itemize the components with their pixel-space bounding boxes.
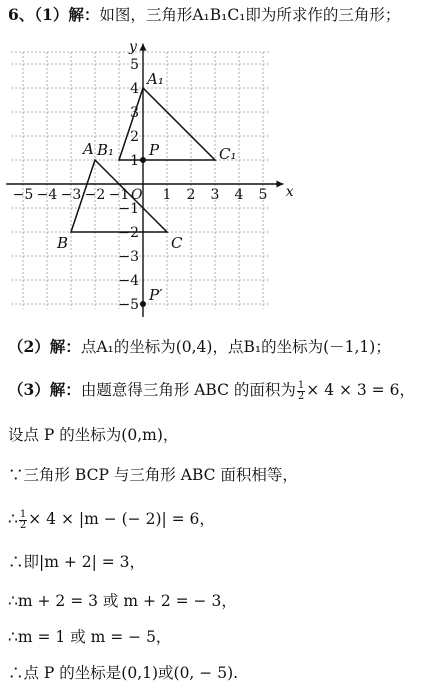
y-tick-label: −4 [118, 273, 139, 289]
part2-keyword: 解： [49, 337, 81, 356]
x-axis-label: x [285, 184, 294, 200]
y-tick-label: 1 [130, 153, 139, 169]
part1-line [8, 4, 400, 26]
line-4: ∴即|m + 2| = 3， [8, 553, 146, 571]
point-label-a: A [83, 140, 94, 158]
part2-line [8, 336, 391, 358]
y-tick-label: 5 [130, 57, 139, 73]
point-label-b: B [57, 234, 69, 252]
line-5: ∴m + 2 = 3 或 m + 2 = − 3， [8, 592, 237, 610]
part1-label: 6、（1） [8, 5, 69, 24]
y-tick-label: 2 [130, 129, 139, 145]
y-tick-label: −2 [118, 225, 139, 241]
part1-text: 如图，三角形A₁B₁C₁即为所求作的三角形； [99, 6, 401, 24]
line-2: ∵三角形 BCP 与三角形 ABC 面积相等， [8, 466, 298, 484]
point-label-c1: C₁ [219, 145, 237, 163]
point-label-p2: P′ [149, 286, 163, 304]
y-tick-label: −1 [118, 201, 139, 217]
line-6: ∴m = 1 或 m = − 5， [8, 628, 172, 646]
x-tick-label: −3 [60, 187, 82, 203]
x-tick-label: −5 [12, 187, 34, 203]
grid-lines [11, 52, 270, 309]
line-3-fraction [19, 510, 27, 531]
y-axis-label: y [129, 38, 137, 55]
y-tick-label: −5 [118, 297, 139, 313]
part3-keyword: 解： [49, 380, 81, 399]
y-axis-arrow [140, 44, 147, 51]
y-tick-label: 3 [130, 105, 139, 121]
x-tick-label: −4 [36, 187, 58, 203]
part3-line [8, 379, 415, 402]
part2-label: （2） [8, 337, 50, 356]
x-tick-label: −2 [84, 187, 106, 203]
part3-frac-num: 1 [297, 379, 305, 391]
line-3-after: × 4 × |m − (− 2)| = 6， [28, 510, 215, 528]
part3-text-before: 由题意得三角形 ABC 的面积为 [80, 381, 296, 399]
part3-text-after: × 4 × 3 = 6， [306, 381, 415, 399]
point-label-b1: B₁ [97, 141, 115, 159]
point-p-dot [140, 157, 146, 163]
line-3-frac-den: 2 [19, 519, 27, 531]
x-tick-label: 1 [162, 187, 172, 203]
x-tick-label: 3 [210, 187, 220, 203]
part3-label: （3） [8, 380, 50, 399]
line-7: ∴点 P 的坐标是(0,1)或(0, − 5). [8, 664, 239, 682]
x-tick-label: 2 [186, 187, 196, 203]
line-1: 设点 P 的坐标为(0,m)， [8, 426, 179, 444]
point-p-prime-dot [140, 301, 146, 307]
point-label-p: P [149, 141, 160, 159]
x-tick-label: −1 [108, 187, 130, 203]
point-label-c: C [171, 234, 183, 252]
origin-label: O [131, 187, 143, 203]
part2-text: 点A₁的坐标为(0,4)，点B₁的坐标为(－1,1)； [80, 338, 391, 356]
x-tick-label: 4 [234, 187, 244, 203]
x-axis-arrow [276, 181, 283, 188]
part3-fraction [297, 381, 305, 402]
part3-frac-den: 2 [297, 390, 305, 402]
x-tick-label: 5 [258, 187, 268, 203]
y-tick-label: 4 [130, 81, 139, 97]
y-tick-label: −3 [118, 249, 139, 265]
line-3 [8, 508, 215, 531]
line-3-prefix: ∴ [8, 510, 18, 528]
point-label-a1: A₁ [147, 70, 164, 88]
line-3-frac-num: 1 [19, 508, 27, 520]
part1-keyword: 解： [68, 5, 100, 24]
coordinate-figure [0, 32, 300, 317]
